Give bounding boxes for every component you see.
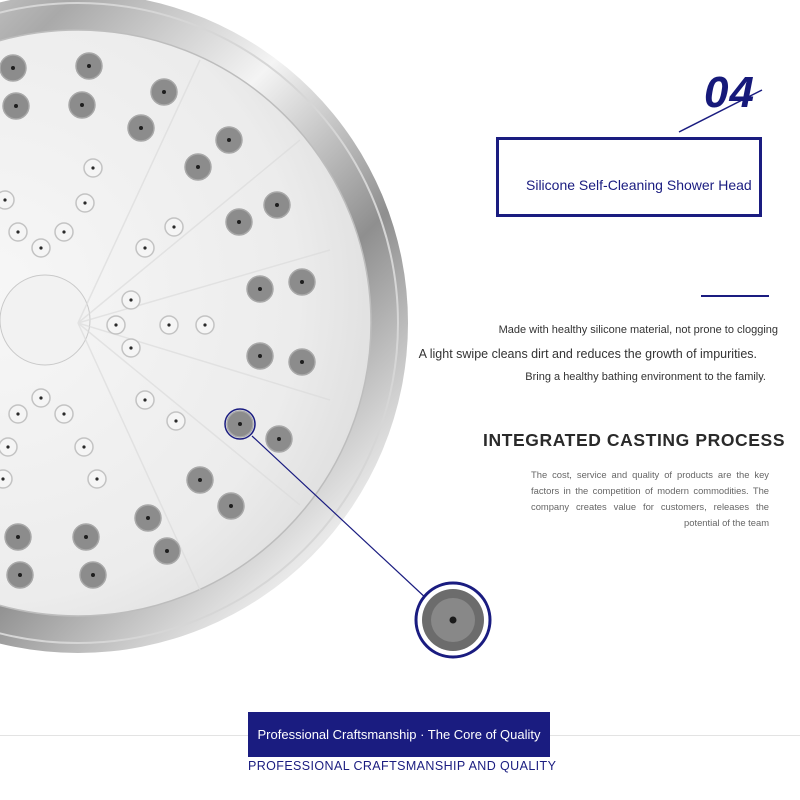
center-cap [0,275,90,365]
footer-banner-label: Professional Craftsmanship · The Core of Quality [257,727,541,742]
description-line-2: A light swipe cleans dirt and reduces the growth of impurities. [418,347,757,361]
footer-subtitle: PROFESSIONAL CRAFTSMANSHIP AND QUALITY [248,759,557,773]
casting-title: INTEGRATED CASTING PROCESS [483,430,786,450]
description-line-3: Bring a healthy bathing environment to the family. [525,371,766,383]
casting-paragraph: The cost, service and quality of products are the key factors in the competition of modern commodities. The company creates value for customers, releases the potential of the team [531,469,769,528]
feature-title-box [496,137,762,217]
accent-line [701,295,769,297]
nozzle-magnifier-icon [416,583,490,657]
description-line-1: Made with healthy silicone material, not prone to clogging [498,324,778,336]
feature-title: Silicone Self-Cleaning Shower Head [526,177,752,193]
section-number: 04 [704,68,755,117]
footer-banner [248,712,550,757]
